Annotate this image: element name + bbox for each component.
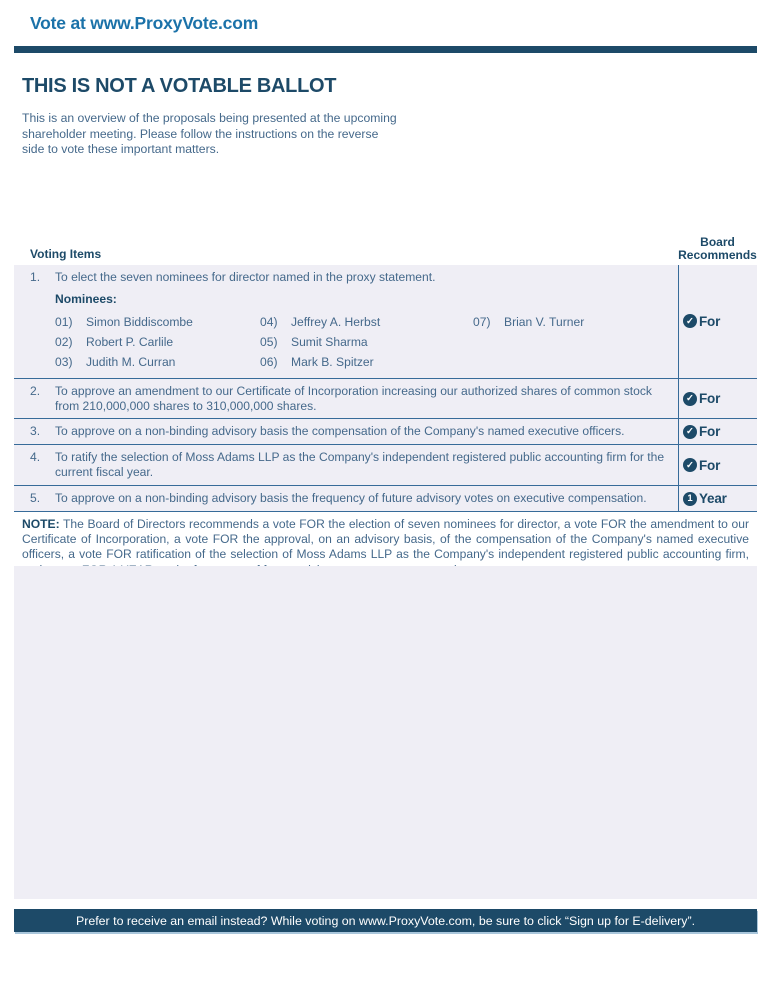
nominee-number: 03) bbox=[55, 355, 73, 370]
board-recommendation-cell bbox=[678, 379, 757, 419]
nominee-column bbox=[260, 312, 473, 373]
nominee-column bbox=[55, 312, 260, 373]
item-body bbox=[55, 265, 678, 378]
voting-item-row bbox=[14, 265, 757, 378]
voting-item-row bbox=[14, 444, 757, 485]
recommendation-label: For bbox=[699, 313, 721, 329]
item-body bbox=[55, 379, 678, 419]
item-body bbox=[55, 445, 678, 485]
nominee-number: 06) bbox=[260, 355, 278, 370]
note-text: The Board of Directors recommends a vote FOR the election of seven nominees for director, a vote FOR the amendment to our Certificate of Incorporation, a vote FOR the approval, on an advisory basis, of the compensation of the Company's named executive officers, a vote FOR ratification of the selection of Moss Adams LLP as the Company's independent registered public accounting firm, bbox=[22, 517, 749, 562]
nominee bbox=[473, 312, 584, 332]
recommendation-label: Year bbox=[699, 491, 727, 506]
item-number: 4. bbox=[30, 450, 41, 465]
check-circle-icon: ✓ bbox=[683, 425, 697, 439]
nominee bbox=[55, 332, 260, 352]
recommendation-badge bbox=[683, 458, 720, 473]
item-number: 5. bbox=[30, 491, 41, 505]
item-text: To elect the seven nominees for director named in the proxy statement. bbox=[55, 270, 436, 284]
voting-item-row bbox=[14, 378, 757, 419]
nominee-number: 05) bbox=[260, 335, 278, 349]
recommendation-badge bbox=[683, 391, 720, 406]
voting-items-header: Voting Items bbox=[30, 247, 102, 261]
voting-table bbox=[14, 265, 757, 587]
nominee bbox=[260, 312, 473, 332]
vote-url-text: Vote at www.ProxyVote.com bbox=[30, 13, 259, 33]
nominee-name: Judith M. Curran bbox=[86, 355, 176, 370]
nominee-number: 04) bbox=[260, 314, 278, 329]
voting-item-row bbox=[14, 418, 757, 444]
nominee-name: Simon Biddiscombe bbox=[86, 314, 193, 329]
item-text: To approve on a non-binding advisory basis the compensation of the Company's named executive officers. bbox=[55, 424, 625, 439]
item-body bbox=[55, 419, 678, 444]
check-circle-icon: ✓ bbox=[683, 314, 697, 328]
nominee-name: Mark B. Spitzer bbox=[291, 355, 374, 370]
note-label: NOTE: bbox=[22, 517, 60, 531]
footer-text: Prefer to receive an email instead? While voting on www.ProxyVote.com, be sure to click “Sign up for E-delivery”. bbox=[75, 913, 696, 928]
check-circle-icon: ✓ bbox=[683, 458, 697, 472]
nominee bbox=[55, 352, 260, 372]
nominee bbox=[55, 312, 260, 332]
board-recommendation-cell bbox=[678, 419, 757, 444]
footer-bar bbox=[14, 909, 757, 932]
voting-rows bbox=[14, 265, 757, 511]
board-recommendation-cell bbox=[678, 445, 757, 485]
recommendation-badge bbox=[683, 314, 720, 329]
intro-text: This is an overview of the proposals being presented at the upcoming shareholder meeting. Please follow the instructions on the reverse side to vote these important matters. bbox=[22, 111, 397, 157]
nominee bbox=[260, 332, 473, 352]
item-text: To approve on a non-binding advisory basis the frequency of future advisory votes on executive compensation. bbox=[55, 491, 647, 505]
board-recommendation-cell bbox=[678, 265, 757, 378]
item-number: 2. bbox=[30, 383, 41, 398]
nominee-name: Jeffrey A. Herbst bbox=[291, 314, 381, 329]
header-divider bbox=[14, 46, 757, 53]
recommendation-badge bbox=[683, 424, 720, 439]
recommendation-label: For bbox=[699, 457, 721, 473]
voting-item-row bbox=[14, 485, 757, 511]
empty-area bbox=[14, 566, 757, 899]
page-title: THIS IS NOT A VOTABLE BALLOT bbox=[22, 75, 337, 97]
board-recommendation-cell bbox=[678, 486, 757, 511]
item-text: To approve an amendment to our Certificate of Incorporation increasing our authorized shares of common stock from 210,000,000 shares to 310,000,000 shares. bbox=[55, 383, 652, 413]
nominees-label: Nominees: bbox=[55, 291, 117, 306]
number-1-circle-icon: 1 bbox=[683, 492, 697, 506]
item-number: 1. bbox=[30, 270, 41, 284]
nominee-name: Brian V. Turner bbox=[504, 314, 585, 329]
item-number: 3. bbox=[30, 424, 41, 439]
recommendation-badge bbox=[683, 491, 727, 506]
recommendation-label: For bbox=[699, 424, 721, 440]
nominee-name: Sumit Sharma bbox=[291, 335, 368, 349]
board-recommends-header: Board Recommends bbox=[678, 235, 757, 262]
item-text: To ratify the selection of Moss Adams LLP as the Company's independent registered public accounting firm for the current fiscal year. bbox=[55, 450, 665, 480]
nominee-number: 01) bbox=[55, 314, 73, 329]
check-circle-icon: ✓ bbox=[683, 392, 697, 406]
nominee-number: 07) bbox=[473, 314, 491, 329]
nominees-list bbox=[55, 312, 666, 373]
nominee-column bbox=[473, 312, 584, 373]
recommendation-label: For bbox=[699, 391, 721, 407]
nominee-name: Robert P. Carlile bbox=[86, 335, 174, 349]
item-body bbox=[55, 486, 678, 511]
nominee bbox=[260, 352, 473, 372]
nominee-number: 02) bbox=[55, 335, 73, 349]
